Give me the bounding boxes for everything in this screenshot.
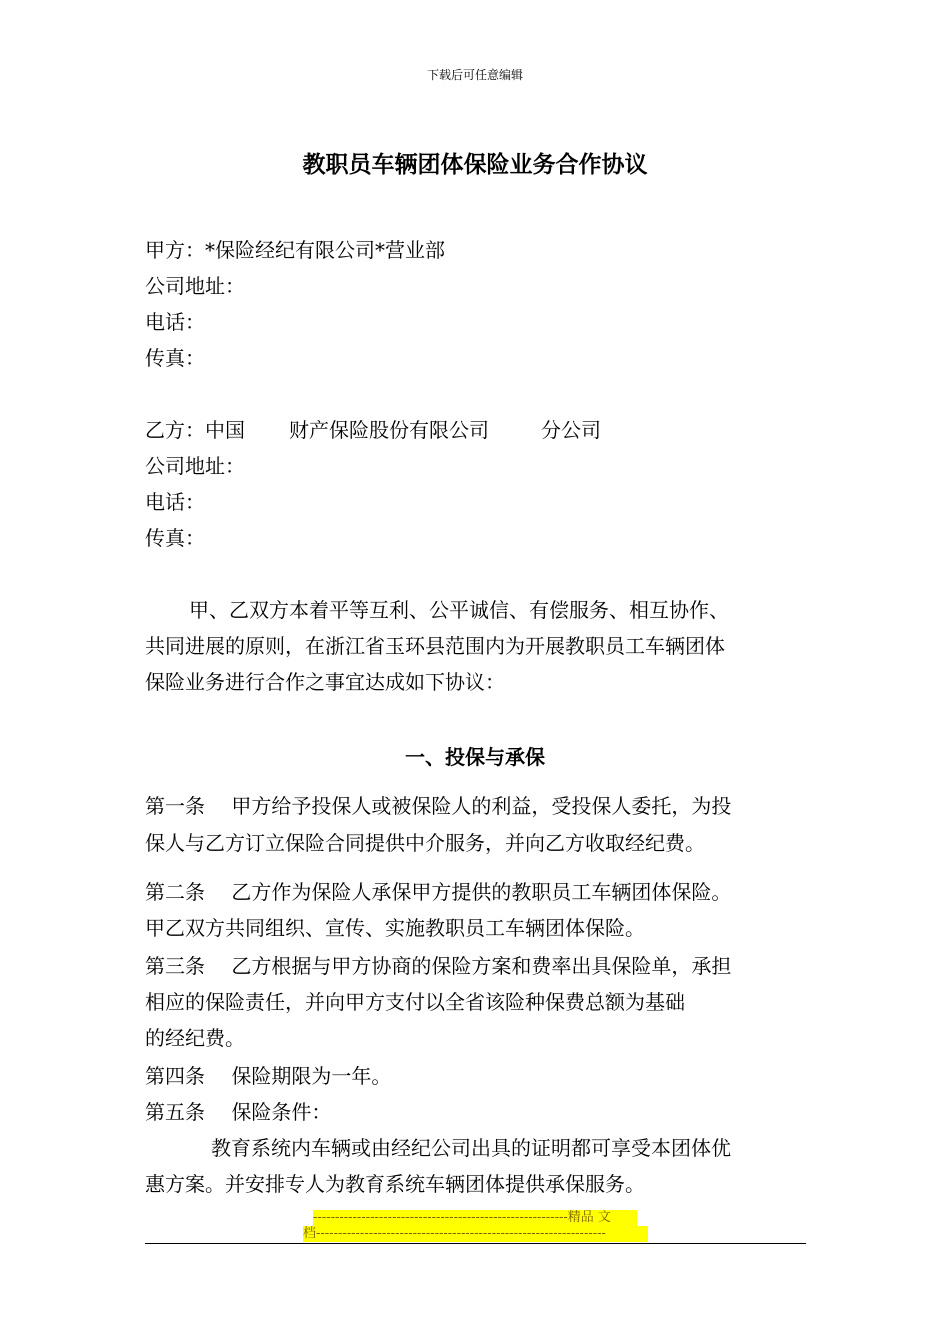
article-line: 教育系统内车辆或由经纪公司出具的证明都可享受本团体优 — [211, 1136, 731, 1160]
footer-divider — [145, 1243, 806, 1244]
party-a-fax: 传真： — [145, 346, 205, 370]
preamble-line: 保险业务进行合作之事宜达成如下协议： — [145, 670, 505, 694]
footer-watermark-line2: 档------------------------------------------------------------------ — [303, 1226, 648, 1242]
article-line: 相应的保险责任，并向甲方支付以全省该险种保费总额为基础 — [145, 990, 685, 1014]
party-b-fax: 传真： — [145, 526, 205, 550]
article-line: 保人与乙方订立保险合同提供中介服务，并向乙方收取经纪费。 — [145, 831, 705, 855]
article-line: 第三条 乙方根据与甲方协商的保险方案和费率出具保险单，承担 — [145, 954, 732, 978]
article-line: 甲乙双方共同组织、宣传、实施教职员工车辆团体保险。 — [145, 916, 645, 940]
party-b-phone: 电话： — [145, 490, 205, 514]
party-a-name: 甲方：*保险经纪有限公司*营业部 — [145, 238, 445, 262]
article-line: 第一条 甲方给予投保人或被保险人的利益，受投保人委托，为投 — [145, 794, 732, 818]
header-note: 下载后可任意编辑 — [426, 68, 523, 82]
footer-watermark-line1: ----------------------------------------------------------精品 文 — [313, 1210, 637, 1226]
article-line: 第四条 保险期限为一年。 — [145, 1064, 392, 1088]
section-title: 一、投保与承保 — [405, 745, 545, 769]
document-title: 教职员车辆团体保险业务合作协议 — [302, 151, 648, 178]
party-b-name-mid: 财产保险股份有限公司 — [289, 418, 489, 442]
party-b-address: 公司地址： — [145, 454, 245, 478]
preamble-line: 甲、乙双方本着平等互利、公平诚信、有偿服务、相互协作、 — [189, 598, 729, 622]
party-b-name-suffix: 分公司 — [541, 418, 601, 442]
party-a-address: 公司地址： — [145, 274, 245, 298]
party-b-name-prefix: 乙方：中国 — [145, 418, 245, 442]
article-line: 惠方案。并安排专人为教育系统车辆团体提供承保服务。 — [145, 1172, 645, 1196]
preamble-line: 共同进展的原则，在浙江省玉环县范围内为开展教职员工车辆团体 — [145, 634, 725, 658]
article-line: 的经纪费。 — [145, 1026, 245, 1050]
party-a-phone: 电话： — [145, 310, 205, 334]
article-line: 第五条 保险条件： — [145, 1100, 332, 1124]
article-line: 第二条 乙方作为保险人承保甲方提供的教职员工车辆团体保险。 — [145, 880, 732, 904]
party-b-name — [145, 416, 601, 444]
